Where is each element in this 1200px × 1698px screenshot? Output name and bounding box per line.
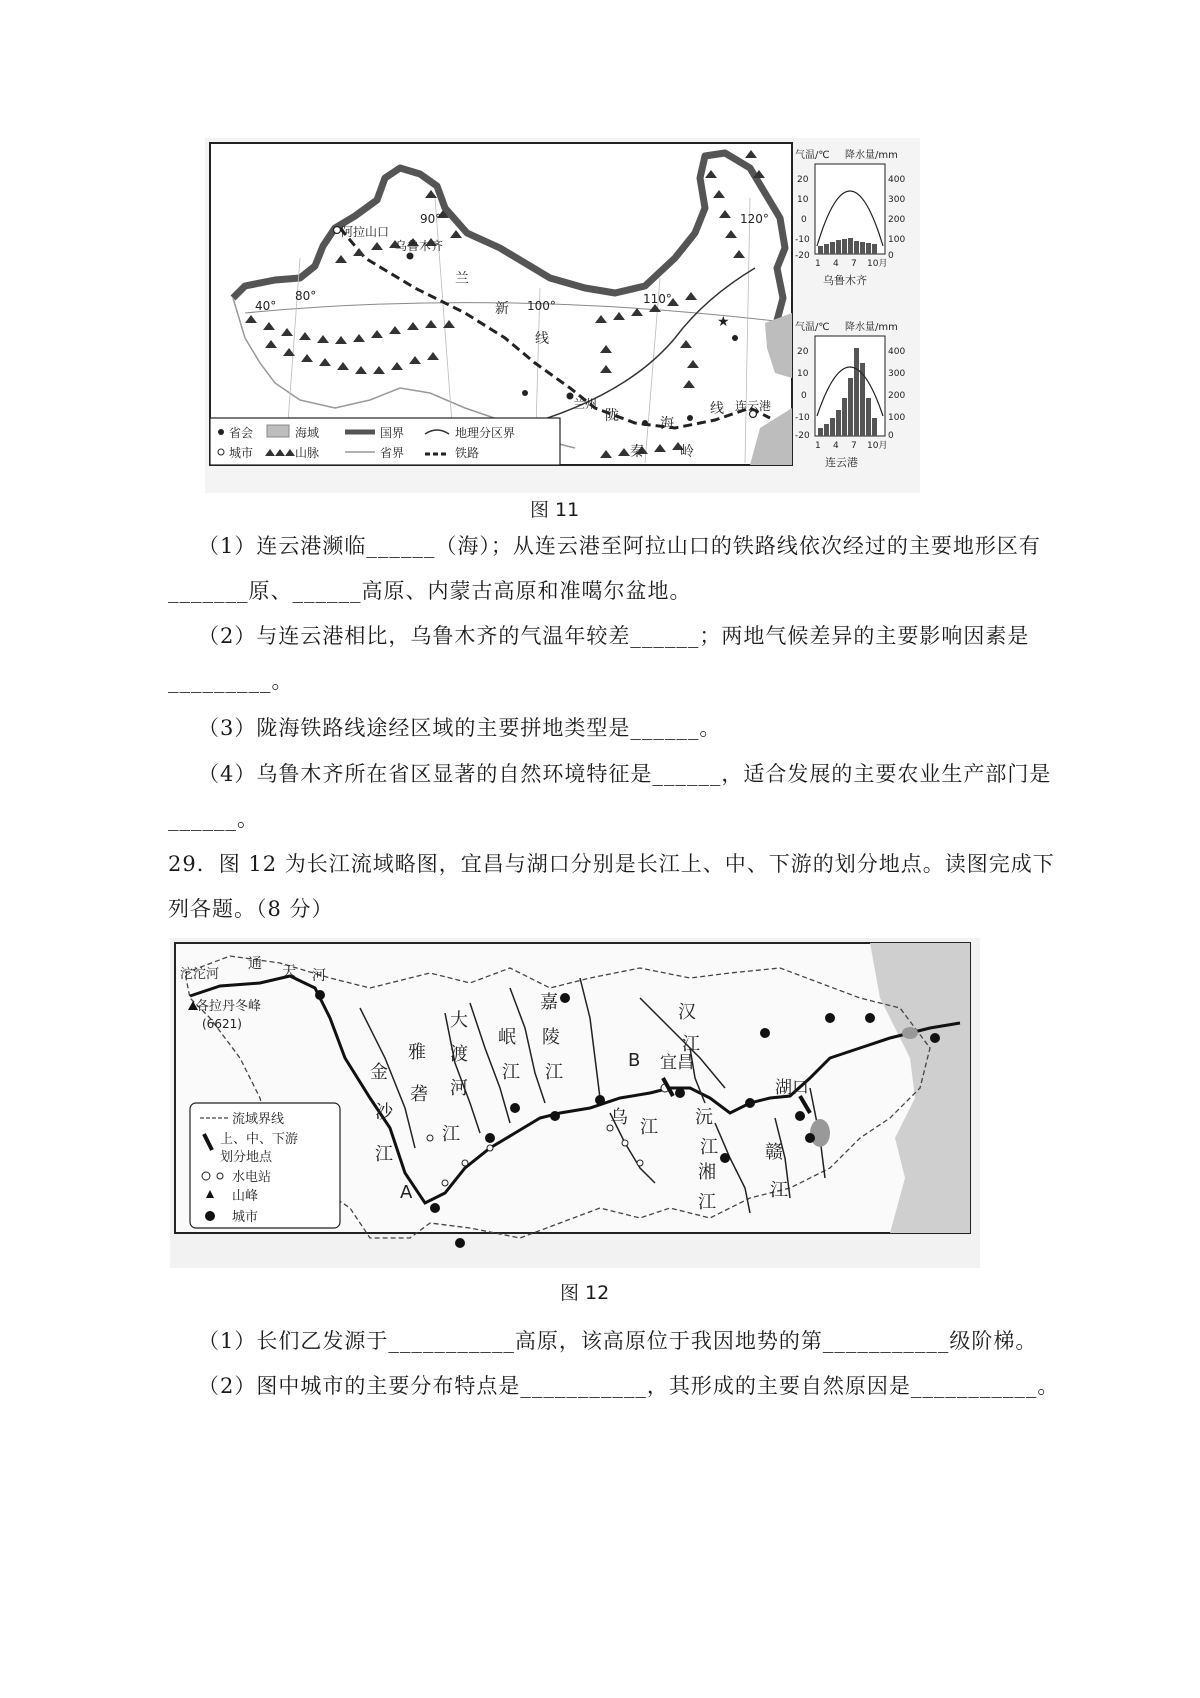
- chart2-lt0: 20: [797, 347, 809, 357]
- figure-11-legend: [210, 418, 560, 465]
- label-xiang: 湘: [698, 1162, 716, 1183]
- label-jiang-han: 江: [682, 1034, 700, 1055]
- star-icon: ★: [717, 314, 730, 330]
- chart2-name: 连云港: [825, 456, 858, 469]
- label-yichang: 宜昌: [660, 1053, 694, 1073]
- chart2-lt1: 10: [797, 369, 809, 379]
- label-lon100: 100°: [527, 299, 556, 313]
- label-da: 大: [450, 1010, 468, 1031]
- label-tuotuo: 沱沱河: [180, 967, 220, 982]
- label-ling: 陵: [542, 1027, 560, 1048]
- label-long: 砻: [410, 1084, 428, 1105]
- label-he-dd: 河: [450, 1078, 468, 1099]
- figure-12-caption: 图 12: [560, 1282, 610, 1304]
- label-jin: 金: [370, 1062, 388, 1083]
- label-long: 陇: [605, 408, 619, 424]
- city-alashankou: [334, 227, 341, 234]
- label-geladandong: 各拉丹冬峰: [196, 999, 262, 1014]
- legend-national-border: 国界: [380, 426, 405, 440]
- chart2-m1: 1: [815, 441, 821, 451]
- label-ling: 岭: [680, 444, 694, 460]
- legend-province-border: 省界: [380, 446, 405, 460]
- label-ya: 雅: [408, 1042, 426, 1063]
- label-jiang-jl: 江: [545, 1062, 563, 1083]
- capital-urumqi: [407, 253, 414, 260]
- label-xin: 新: [495, 301, 509, 317]
- chart1-lt3: -10: [795, 235, 810, 245]
- chart2-m10: 10月: [867, 441, 888, 451]
- chart1-m7: 7: [851, 259, 857, 269]
- q29-line1: 29．图 12 为长江流域略图，宜昌与湖口分别是长江上、中、下游的划分地点。读图完成下: [168, 852, 1055, 876]
- figure-12-map: [170, 938, 980, 1268]
- label-qin: 秦: [630, 444, 644, 460]
- label-jiang-x: 江: [698, 1192, 716, 1213]
- figure-12-legend: [190, 1103, 340, 1228]
- taihu-lake: [902, 1027, 918, 1039]
- legend-peak: 山峰: [232, 1189, 259, 1204]
- label-lanzhou: 兰州: [573, 397, 598, 411]
- label-gan: 赣: [765, 1142, 783, 1163]
- legend-division-2: 划分地点: [220, 1150, 273, 1165]
- label-hai: 海: [660, 416, 674, 432]
- chart1-rt1: 300: [888, 195, 906, 205]
- label-jiang-gan: 江: [770, 1180, 788, 1201]
- label-alashankou: 阿拉山口: [341, 225, 390, 239]
- label-he: 河: [312, 968, 326, 984]
- label-jia: 嘉: [540, 992, 558, 1013]
- legend-capital: 省会: [229, 426, 254, 440]
- q29-1: （1）长们乙发源于___________高原，该高原位于我因地势的第___________级阶梯。: [198, 1329, 1038, 1353]
- chart2-lt3: -10: [795, 413, 810, 423]
- chart2-m4: 4: [833, 441, 839, 451]
- chart2-rt4: 0: [888, 431, 894, 441]
- chart1-rt3: 100: [888, 235, 906, 245]
- legend-railway: 铁路: [455, 446, 480, 460]
- label-jiang-yl: 江: [442, 1124, 460, 1145]
- chart1-name: 乌鲁木齐: [823, 274, 867, 287]
- legend-boundary: 流域界线: [232, 1112, 285, 1127]
- q29-line2: 列各题。（8 分）: [168, 897, 334, 921]
- chart1-m4: 4: [833, 259, 839, 269]
- label-lianyungang: 连云港: [735, 399, 772, 413]
- label-hukou: 湖口: [775, 1078, 809, 1098]
- figure-12: [170, 938, 980, 1268]
- label-urumqi: 乌鲁木齐: [395, 239, 444, 253]
- q28-4-line1: （4）乌鲁木齐所在省区显著的自然环境特征是______，适合发展的主要农业生产部门是: [198, 762, 1052, 786]
- chart1-m1: 1: [815, 259, 821, 269]
- label-han: 汉: [678, 1002, 696, 1023]
- chart1-lt0: 20: [797, 175, 809, 185]
- label-lon110: 110°: [643, 292, 672, 306]
- chart1-temp-label: 气温/℃: [795, 150, 830, 161]
- label-jiang-yuan: 江: [700, 1137, 718, 1158]
- figure-11-caption: 图 11: [530, 499, 580, 521]
- chart2-temp-label: 气温/℃: [795, 322, 830, 333]
- q28-4-line2: ______。: [168, 807, 259, 831]
- label-tong: 通: [248, 956, 262, 972]
- label-jiang-js: 江: [375, 1144, 393, 1165]
- q29-2: （2）图中城市的主要分布特点是___________，其形成的主要自然原因是___________。: [198, 1374, 1060, 1398]
- chart1-precip-label: 降水量/mm: [845, 150, 898, 161]
- label-du: 渡: [450, 1044, 468, 1065]
- q28-2-line1: （2）与连云港相比，乌鲁木齐的气温年较差______；两地气候差异的主要影响因素是: [198, 624, 1030, 648]
- label-elev: (6621): [202, 1017, 242, 1031]
- label-lat40: 40°: [255, 299, 277, 313]
- chart2-precip-label: 降水量/mm: [845, 322, 898, 333]
- legend-division-1: 上、中、下游: [220, 1132, 299, 1147]
- chart1-lt1: 10: [797, 195, 809, 205]
- legend-sea: 海域: [295, 426, 320, 440]
- label-xian: 线: [535, 331, 549, 347]
- label-jiang-wu: 江: [640, 1117, 658, 1138]
- chart2-lt2: 0: [801, 391, 807, 401]
- label-xian2: 线: [710, 401, 724, 417]
- legend-hydro: 水电站: [232, 1170, 272, 1185]
- chart2-rt1: 300: [888, 369, 906, 379]
- legend-city: 城市: [229, 446, 254, 460]
- chart1-lt4: -20: [795, 251, 810, 261]
- chart2-lt4: -20: [795, 431, 810, 441]
- chart1-rt0: 400: [888, 175, 906, 185]
- chart1-rt4: 0: [888, 251, 894, 261]
- q28-1-line2: _______原、______高原、内蒙古高原和准噶尔盆地。: [168, 579, 692, 603]
- label-wu: 乌: [610, 1107, 628, 1128]
- legend-mountain: 山脉: [295, 446, 320, 460]
- legend-city: 城市: [232, 1210, 259, 1225]
- label-min: 岷: [498, 1027, 516, 1048]
- label-sha: 沙: [375, 1102, 393, 1123]
- label-lon90: 90°: [420, 212, 442, 226]
- label-lon120: 120°: [740, 212, 769, 226]
- chart1-lt2: 0: [801, 215, 807, 225]
- q28-2-line2: _________。: [168, 669, 294, 693]
- figure-11: [205, 138, 920, 493]
- label-jiang-min: 江: [502, 1062, 520, 1083]
- poyang-lake: [810, 1119, 830, 1147]
- label-tian: 天: [282, 964, 296, 980]
- chart1-m10: 10月: [867, 259, 888, 269]
- chart1-rt2: 200: [888, 215, 906, 225]
- label-A: A: [400, 1182, 413, 1203]
- label-lan: 兰: [455, 271, 469, 287]
- label-lon80: 80°: [295, 289, 317, 303]
- label-yuan: 沅: [695, 1107, 713, 1128]
- chart2-rt3: 100: [888, 413, 906, 423]
- label-B: B: [628, 1050, 641, 1071]
- q28-1-line1: （1）连云港濒临______（海）；从连云港至阿拉山口的铁路线依次经过的主要地形区有: [198, 534, 1041, 558]
- figure-11-map: [205, 138, 920, 493]
- q28-3-line1: （3）陇海铁路线途经区域的主要拼地类型是______。: [198, 716, 722, 740]
- chart2-rt0: 400: [888, 347, 906, 357]
- legend-geo-division: 地理分区界: [455, 426, 516, 440]
- chart2-rt2: 200: [888, 391, 906, 401]
- chart2-m7: 7: [851, 441, 857, 451]
